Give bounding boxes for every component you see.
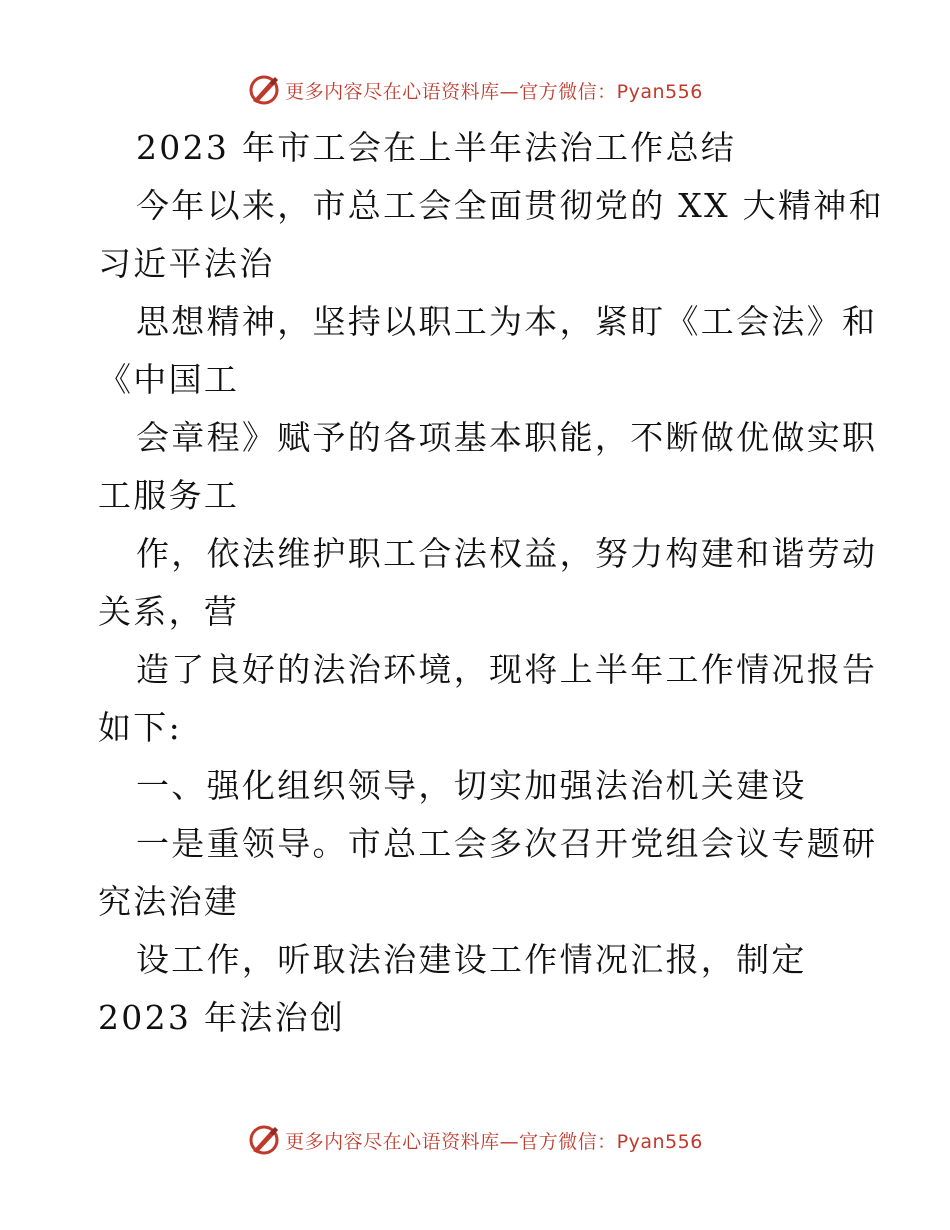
document-title: 2023 年市工会在上半年法治工作总结 bbox=[136, 128, 737, 167]
text-line: 会章程》赋予的各项基本职能，不断做优做实职 bbox=[136, 418, 878, 457]
text-line: 设工作，听取法治建设工作情况汇报，制定 bbox=[136, 940, 807, 979]
section-heading: 一、强化组织领导，切实加强法治机关建设 bbox=[136, 766, 807, 805]
text-line: 习近平法治 bbox=[98, 244, 275, 283]
text-line: 究法治建 bbox=[98, 882, 240, 921]
watermark-text: 更多内容尽在心语资料库—官方微信：Pyan556 bbox=[285, 80, 703, 103]
header-watermark bbox=[0, 70, 950, 110]
pen-circle-icon bbox=[247, 1123, 281, 1157]
text-line: 关系，营 bbox=[98, 592, 240, 631]
text-line: 今年以来，市总工会全面贯彻党的 XX 大精神和 bbox=[136, 186, 884, 225]
text-line: 作，依法维护职工合法权益，努力构建和谐劳动 bbox=[136, 534, 878, 573]
document-body bbox=[98, 119, 884, 1047]
watermark-text: 更多内容尽在心语资料库—官方微信：Pyan556 bbox=[285, 1130, 703, 1153]
text-line: 如下: bbox=[98, 708, 183, 747]
text-line: 思想精神，坚持以职工为本，紧盯《工会法》和 bbox=[136, 302, 878, 341]
text-line: 一是重领导。市总工会多次召开党组会议专题研 bbox=[136, 824, 878, 863]
text-line: 工服务工 bbox=[98, 476, 240, 515]
pen-circle-icon bbox=[247, 73, 281, 107]
text-line: 2023 年法治创 bbox=[98, 998, 346, 1037]
text-line: 造了良好的法治环境，现将上半年工作情况报告 bbox=[136, 650, 878, 689]
text-line: 《中国工 bbox=[98, 360, 240, 399]
footer-watermark bbox=[0, 1120, 950, 1160]
